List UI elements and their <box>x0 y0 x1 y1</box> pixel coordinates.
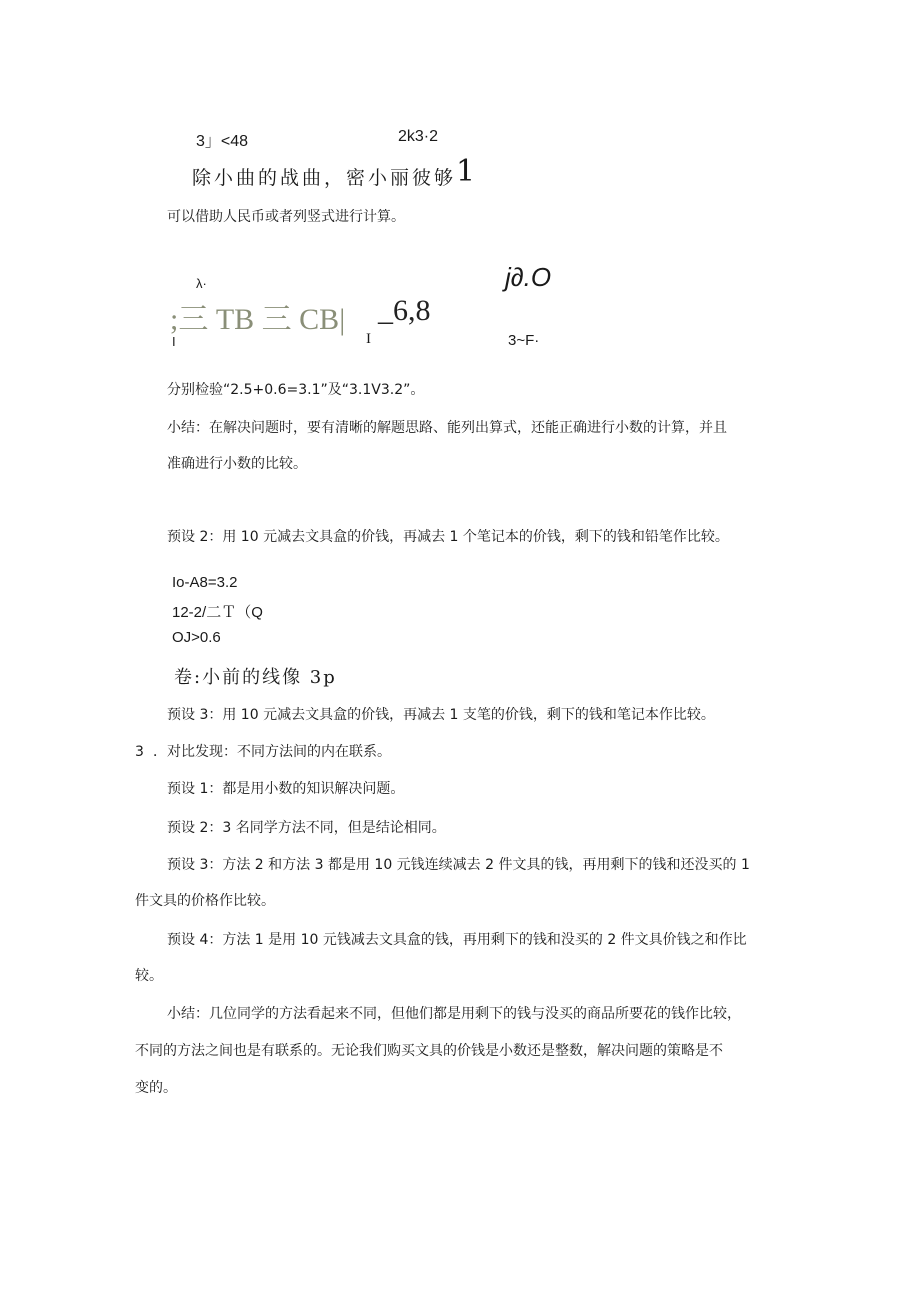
preset-3-method: 预设 3：用 10 元减去文具盒的价钱，再减去 1 支笔的价钱，剩下的钱和笔记本作比较。 <box>167 707 715 723</box>
summary-2-line-2: 不同的方法之间也是有联系的。无论我们购买文具的价钱是小数还是整数，解决问题的策略是不 <box>135 1043 723 1059</box>
summary-2-line-1: 小结：几位同学的方法看起来不同，但他们都是用剩下的钱与没买的商品所要花的钱作比较， <box>167 1006 741 1022</box>
handwritten-conclusion: 卷:小前的线像 3p <box>174 667 337 688</box>
preset-2-method: 预设 2：用 10 元减去文具盒的价钱，再减去 1 个笔记本的价钱，剩下的钱和铅笔作比较。 <box>167 529 729 545</box>
calc-line-2: 12-2/二Ｔ（Q <box>172 604 263 621</box>
paragraph-check: 分别检验“2.5+0.6=3.1”及“3.1V3.2”。 <box>167 382 425 398</box>
ocr-fragment-right: 2k3·2 <box>398 128 439 145</box>
paragraph-borrow-money: 可以借助人民币或者列竖式进行计算。 <box>167 209 405 225</box>
equation-mark-small: λ· <box>196 276 207 291</box>
ocr-fragment-left: 3」<48 <box>196 133 249 150</box>
handwritten-digit: 1 <box>456 154 476 189</box>
calc-line-3: OJ>0.6 <box>172 629 221 646</box>
compare-preset-3-line-2: 件文具的价格作比较。 <box>135 893 275 909</box>
calc-line-1: Io-A8=3.2 <box>172 574 238 591</box>
equation-right-top: j∂.O <box>505 262 552 292</box>
compare-preset-1: 预设 1：都是用小数的知识解决问题。 <box>167 781 405 797</box>
equation-tick-mid: I <box>366 331 371 347</box>
equation-dark-fragment: _6,8 <box>378 294 431 327</box>
summary-2-line-3: 变的。 <box>135 1080 177 1096</box>
section-3-number: 3 <box>135 744 144 760</box>
compare-preset-2: 预设 2：3 名同学方法不同，但是结论相同。 <box>167 820 446 836</box>
compare-preset-4-line-1: 预设 4：方法 1 是用 10 元钱减去文具盒的钱，再用剩下的钱和没买的 2 件文具价钱之和作比 <box>167 932 747 948</box>
handwritten-line: 除小曲的战曲，密小丽彼够 <box>192 167 457 189</box>
summary-1-line-2: 准确进行小数的比较。 <box>167 456 307 472</box>
summary-1-line-1: 小结：在解决问题时，要有清晰的解题思路、能列出算式，还能正确进行小数的计算，并且 <box>167 420 727 436</box>
equation-right-bottom: 3~F· <box>508 332 540 349</box>
compare-preset-3-line-1: 预设 3：方法 2 和方法 3 都是用 10 元钱连续减去 2 件文具的钱，再用剩下的钱和还没买的 1 <box>167 857 750 873</box>
compare-preset-4-line-2: 较。 <box>135 968 163 984</box>
section-3-heading: ．对比发现：不同方法间的内在联系。 <box>153 744 391 760</box>
equation-tick-left: I <box>172 334 176 349</box>
equation-grey-fragment: ;三 TB 三 CB| <box>170 303 346 336</box>
